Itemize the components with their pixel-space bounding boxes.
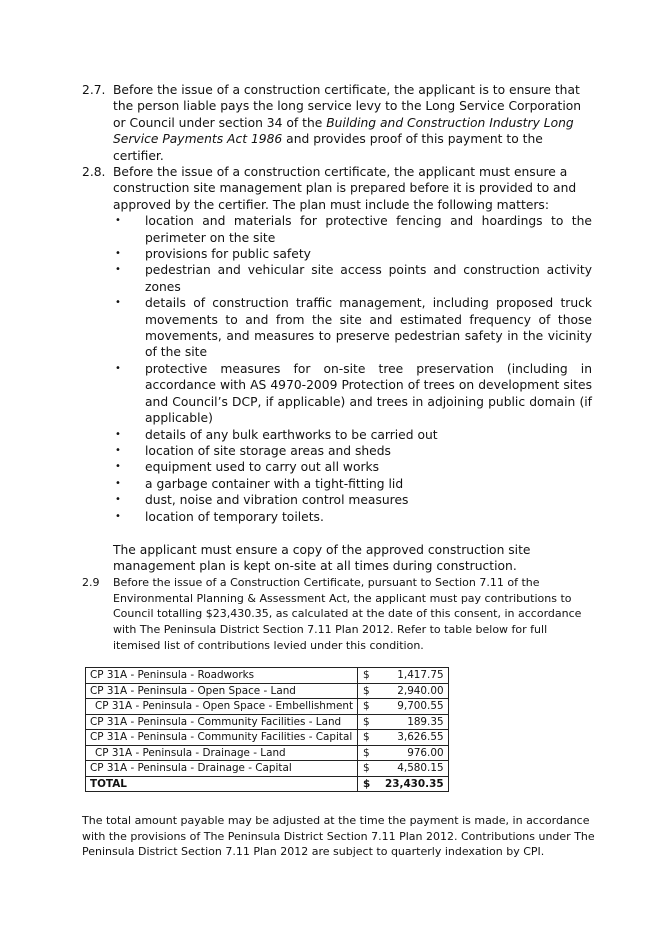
list-item — [113, 476, 592, 492]
contribution-amount: 3,626.55 — [381, 730, 448, 746]
currency-symbol: $ — [358, 683, 382, 699]
table-row — [86, 668, 449, 684]
list-item-text: pedestrian and vehicular site access points and construction activity zones — [145, 263, 592, 294]
currency-symbol: $ — [358, 776, 382, 792]
clause-number: 2.8. — [82, 165, 106, 179]
list-item-text: location of site storage areas and sheds — [145, 443, 391, 458]
clause-2-8 — [82, 164, 592, 575]
act-title: Building and Construction Industry Long Service Payments Act 1986 — [113, 115, 574, 147]
list-item — [113, 262, 592, 295]
footer-note-text: The total amount payable may be adjusted at the time the payment is made, in accordance with the provisions of The Peninsula District Section 7.11 Plan 2012. Contributions under The Peninsula District Section 7.11 Plan 2012 are subject to quarterly indexation by CPI. — [82, 814, 595, 859]
total-amount: 23,430.35 — [381, 776, 448, 792]
contribution-item: CP 31A - Peninsula - Community Facilities - Capital — [86, 730, 358, 746]
bullet-icon: • — [115, 362, 121, 374]
list-item-text: provisions for public safety — [145, 247, 311, 262]
list-item-text: equipment used to carry out all works — [145, 460, 380, 475]
clause-2-9 — [82, 575, 592, 654]
bullet-icon: • — [115, 477, 121, 489]
list-item-text: protective measures for on-site tree preservation (including in accordance with AS 4970-2009 Protection of trees on development sites and Council’s DCP, if applicable) and trees in adjoining public domain (if applicable) — [145, 361, 592, 426]
bullet-icon: • — [115, 461, 121, 473]
contribution-item: CP 31A - Peninsula - Open Space - Land — [86, 683, 358, 699]
list-item — [113, 443, 592, 459]
bullet-icon: • — [115, 215, 121, 227]
total-row — [86, 776, 449, 792]
clause-closing: The applicant must ensure a copy of the approved construction site management plan is kept on-site at all times during construction. — [113, 542, 531, 574]
currency-symbol: $ — [358, 745, 382, 761]
footer-note — [82, 813, 602, 860]
contribution-item: CP 31A - Peninsula - Drainage - Land — [86, 745, 358, 761]
table-row — [86, 714, 449, 730]
list-item-text: location and materials for protective fencing and hoardings to the perimeter on the site — [145, 214, 592, 245]
list-item-text: details of construction traffic management, including proposed truck movements to and from the site and estimated frequency of those movements, and measures to preserve pedestrian safety in the vicinity of the site — [145, 296, 592, 360]
list-item-text: location of temporary toilets. — [145, 509, 324, 524]
contribution-amount: 976.00 — [381, 745, 448, 761]
clause-text-part: Before the issue of a construction certificate, the applicant is to ensure that the person liable pays the long service levy to the Long Service Corporation or Council under section 34 of the — [113, 83, 582, 130]
clause-intro: Before the issue of a construction certificate, the applicant must ensure a construction site management plan is prepared before it is provided to and approved by the certifier. The plan must include the following matters: — [113, 165, 577, 212]
contribution-amount: 189.35 — [381, 714, 448, 730]
contribution-amount: 9,700.55 — [381, 699, 448, 715]
currency-symbol: $ — [358, 699, 382, 715]
bullet-icon: • — [115, 248, 121, 260]
table-row — [86, 699, 449, 715]
contribution-amount: 1,417.75 — [381, 668, 448, 684]
list-item — [113, 213, 592, 246]
contribution-item: CP 31A - Peninsula - Roadworks — [86, 668, 358, 684]
clause-text — [113, 82, 592, 164]
contribution-item: CP 31A - Peninsula - Drainage - Capital — [86, 761, 358, 777]
list-item — [113, 295, 592, 361]
contribution-amount: 4,580.15 — [381, 761, 448, 777]
currency-symbol: $ — [358, 761, 382, 777]
table-row — [86, 730, 449, 746]
contribution-item: CP 31A - Peninsula - Open Space - Embellishment — [86, 699, 358, 715]
list-item-text: details of any bulk earthworks to be carried out — [145, 427, 438, 442]
total-label: TOTAL — [86, 776, 358, 792]
clause-number: 2.9 — [82, 576, 100, 589]
clause-text: Before the issue of a Construction Certificate, pursuant to Section 7.11 of the Environmental Planning & Assessment Act, the applicant must pay contributions to Council totalling $23,430.35, as calculated at the date of this consent, in accordance with The Peninsula District Section 7.11 Plan 2012. Refer to table below for full itemised list of contributions levied under this condition. — [113, 576, 582, 652]
clause-number: 2.7. — [82, 83, 106, 97]
list-item — [113, 246, 592, 262]
clause-2-7 — [82, 82, 592, 164]
currency-symbol: $ — [358, 668, 382, 684]
site-plan-matters-list — [113, 213, 592, 525]
contribution-item: CP 31A - Peninsula - Community Facilities - Land — [86, 714, 358, 730]
table-row — [86, 745, 449, 761]
bullet-icon: • — [115, 444, 121, 456]
contribution-amount: 2,940.00 — [381, 683, 448, 699]
table-row — [86, 761, 449, 777]
list-item — [113, 492, 592, 508]
list-item — [113, 459, 592, 475]
bullet-icon: • — [115, 297, 121, 309]
clause-text-part: and provides proof of this payment to the certifier. — [113, 132, 543, 163]
currency-symbol: $ — [358, 714, 382, 730]
list-item-text: a garbage container with a tight-fitting lid — [145, 476, 404, 491]
bullet-icon: • — [115, 428, 121, 440]
bullet-icon: • — [115, 510, 121, 522]
contributions-table — [85, 667, 449, 792]
table-row — [86, 683, 449, 699]
bullet-icon: • — [115, 494, 121, 506]
list-item — [113, 361, 592, 427]
list-item — [113, 509, 592, 525]
list-item-text: dust, noise and vibration control measures — [145, 493, 409, 508]
bullet-icon: • — [115, 264, 121, 276]
list-item — [113, 427, 592, 443]
currency-symbol: $ — [358, 730, 382, 746]
